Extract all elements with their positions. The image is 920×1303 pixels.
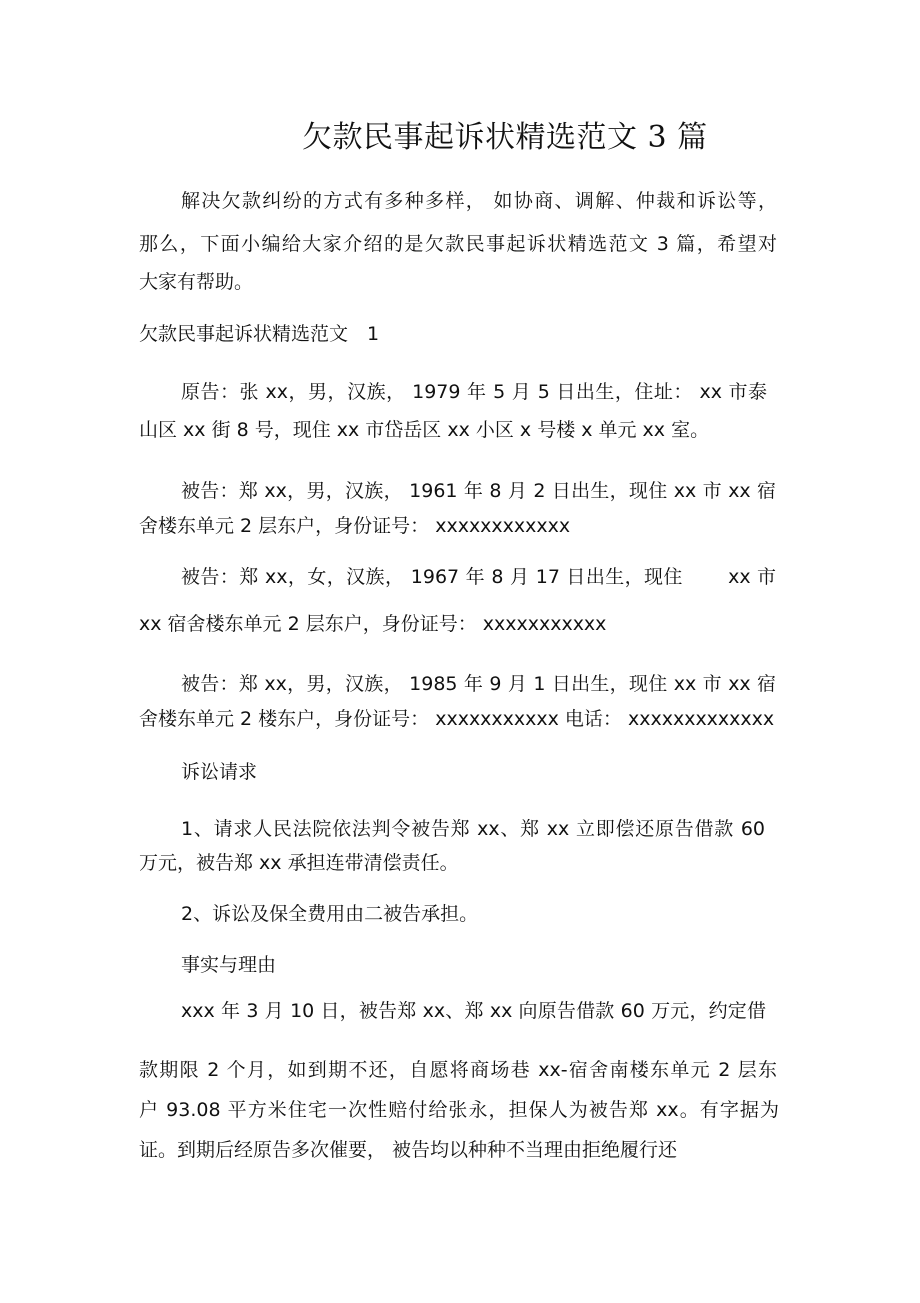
plaintiff-line-1: 原告：张 xx，男，汉族， 1979 年 5 月 5 日出生，住址： xx 市泰 [181,381,767,403]
defendant2-line-1: 被告：郑 xx，女，汉族， 1967 年 8 月 17 日出生，现住 xx 市 [181,566,776,588]
intro-line-2: 那么，下面小编给大家介绍的是欠款民事起诉状精选范文 3 篇，希望对 [139,233,777,255]
facts-line-3: 户 93.08 平方米住宅一次性赔付给张永，担保人为被告郑 xx。有字据为 [139,1099,779,1121]
defendant1-line-1: 被告：郑 xx，男，汉族， 1961 年 8 月 2 日出生，现住 xx 市 xx 宿 [181,480,776,502]
defendant3-line-1: 被告：郑 xx，男，汉族， 1985 年 9 月 1 日出生，现住 xx 市 xx 宿 [181,673,776,695]
plaintiff-line-2: 山区 xx 街 8 号，现住 xx 市岱岳区 xx 小区 x 号楼 x 单元 xx 室。 [139,419,710,441]
facts-heading: 事实与理由 [181,954,277,976]
defendant3-line-2: 舍楼东单元 2 楼东户，身份证号： xxxxxxxxxxx 电话： xxxxxxxxxxxxx [139,708,775,730]
defendant2-line-2: xx 宿舍楼东单元 2 层东户，身份证号： xxxxxxxxxxx [139,613,607,635]
claim1-line-2: 万元，被告郑 xx 承担连带清偿责任。 [139,852,459,874]
defendant1-line-2: 舍楼东单元 2 层东户，身份证号： xxxxxxxxxxxx [139,515,571,537]
document-title: 欠款民事起诉状精选范文 3 篇 [302,120,708,155]
facts-line-2: 款期限 2 个月，如到期不还，自愿将商场巷 xx-宿舍南楼东单元 2 层东 [139,1059,777,1081]
claim1-line-1: 1、请求人民法院依法判令被告郑 xx、郑 xx 立即偿还原告借款 60 [181,818,765,840]
intro-line-1: 解决欠款纠纷的方式有多种多样， 如协商、调解、仲裁和诉讼等， [181,190,777,212]
facts-line-1: xxx 年 3 月 10 日，被告郑 xx、郑 xx 向原告借款 60 万元，约定借 [181,1000,766,1022]
section-heading: 欠款民事起诉状精选范文 1 [139,323,380,345]
claim2-line: 2、诉讼及保全费用由二被告承担。 [181,903,479,925]
facts-line-4: 证。到期后经原告多次催要， 被告均以种种不当理由拒绝履行还 [139,1139,678,1161]
intro-line-3: 大家有帮助。 [139,271,254,293]
claims-heading: 诉讼请求 [181,761,258,783]
